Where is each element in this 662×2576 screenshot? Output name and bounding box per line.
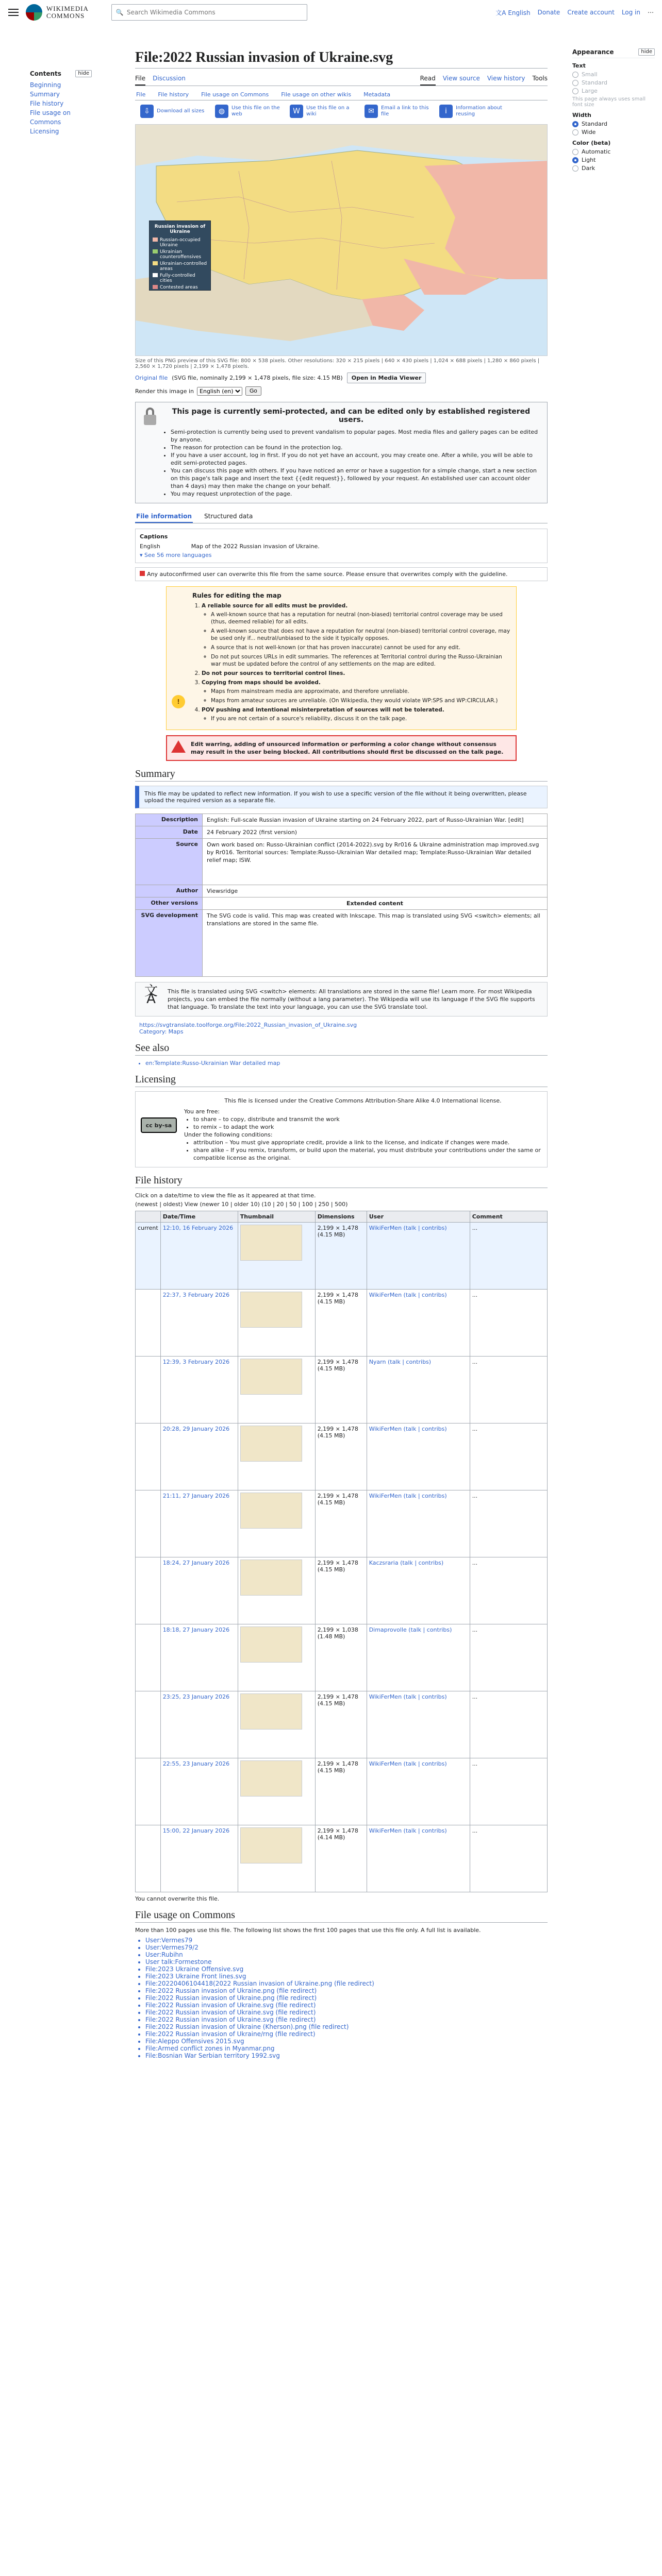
history-date-link: 18:24, 27 January 2026	[162, 1560, 230, 1566]
caption-language: English	[140, 543, 160, 550]
preview-size-info: Size of this PNG preview of this SVG file: 800 × 538 pixels. Other resolutions: 320 × 215 pixels | 640 × 430 pixels | 1,024 × 688 pixels | 1,280 × 860 pixels | 2,560 × 1,720 pixels | 2,199 × 1,478 pixels.	[135, 358, 540, 369]
subtab-file-usage-other[interactable]: File usage on other wikis	[281, 91, 352, 98]
table-row: 22:37, 3 February 2026 2,199 × 1,478 (4.15 MB) WikiFerMen (talk | contribs) ...	[136, 1290, 548, 1357]
create-account-link[interactable]: Create account	[567, 9, 615, 16]
tab-discussion[interactable]: Discussion	[153, 75, 186, 82]
usage-item[interactable]: • File:2022 Russian invasion of Ukraine.svg (file redirect)	[145, 2002, 548, 2009]
info-icon: i	[439, 105, 453, 118]
protection-item: • The reason for protection can be found in the protection log.	[171, 444, 540, 451]
notice-icon	[140, 571, 145, 576]
subtab-file[interactable]: File	[136, 91, 146, 98]
appearance-title: Appearance	[572, 48, 614, 56]
history-intro: Click on a date/time to view the file as it appeared at that time.	[135, 1192, 316, 1199]
radio-icon	[572, 88, 578, 94]
cannot-overwrite: You cannot overwrite this file.	[135, 1895, 220, 1902]
history-date-link: 22:37, 3 February 2026	[162, 1292, 230, 1298]
table-row: 15:00, 22 January 2026 2,199 × 1,478 (4.14 MB) WikiFerMen (talk | contribs) ...	[136, 1825, 548, 1892]
appearance-panel	[572, 48, 655, 173]
toc-title: Contents	[30, 70, 61, 77]
history-thumbnail[interactable]	[240, 1827, 302, 1863]
rules-title: Rules for editing the map	[192, 592, 282, 599]
summary-table	[135, 814, 548, 977]
table-row: 18:18, 27 January 2026 2,199 × 1,038 (1.48 MB) Dimaprovolle (talk | contribs) ...	[136, 1624, 548, 1691]
table-row: 12:39, 3 February 2026 2,199 × 1,478 (4.15 MB) Nyarn (talk | contribs) ...	[136, 1357, 548, 1423]
subtab-metadata[interactable]: Metadata	[363, 91, 391, 98]
usage-item[interactable]: • File:Armed conflict zones in Myanmar.png	[145, 2045, 548, 2052]
protection-item: • Semi-protection is currently being used to prevent vandalism to popular pages. Most media files and gallery pages can be edited by anyone.	[171, 428, 540, 444]
update-notice: This file may be updated to reflect new information. If you wish to use a specific version of the file without it being overwritten, please upload the required version as a separate file.	[135, 786, 548, 808]
history-thumbnail[interactable]	[240, 1426, 302, 1462]
usage-item[interactable]: • File:2022 Russian invasion of Ukraine.png (file redirect)	[145, 1987, 548, 1994]
color-opt-light: Light	[582, 157, 596, 163]
section-summary: Summary	[135, 768, 548, 782]
more-languages-link[interactable]: ▾ See 56 more languages	[140, 552, 212, 558]
width-opt-wide: Wide	[582, 129, 596, 135]
color-label: Color (beta)	[572, 140, 611, 146]
table-row: 22:55, 23 January 2026 2,199 × 1,478 (4.15 MB) WikiFerMen (talk | contribs) ...	[136, 1758, 548, 1825]
legend-swatch	[153, 273, 158, 277]
history-user-link: Nyarn (talk | contribs)	[369, 1359, 432, 1365]
caption-text: Map of the 2022 Russian invasion of Ukraine.	[191, 543, 320, 550]
render-go-button[interactable]: Go	[245, 386, 261, 396]
history-user-link: WikiFerMen (talk | contribs)	[369, 1693, 447, 1700]
open-media-viewer-button[interactable]: Open in Media Viewer	[347, 372, 426, 383]
file-section-links	[135, 89, 548, 100]
history-thumbnail[interactable]	[240, 1359, 302, 1395]
color-opt-automatic: Automatic	[582, 148, 611, 155]
site-header	[0, 0, 662, 25]
usage-item[interactable]: • User:Vermes79/2	[145, 1944, 548, 1951]
width-opt-standard: Standard	[582, 121, 608, 127]
history-user-link: WikiFerMen (talk | contribs)	[369, 1493, 447, 1499]
usage-item[interactable]: • File:Bosnian War Serbian territory 1992.svg	[145, 2052, 548, 2059]
history-user-link: WikiFerMen (talk | contribs)	[369, 1426, 447, 1432]
usage-item[interactable]: • File:2023 Ukraine Offensive.svg	[145, 1965, 548, 1973]
text-size-label: Text	[572, 62, 586, 69]
original-file-desc: (SVG file, nominally 2,199 × 1,478 pixels, file size: 4.15 MB)	[172, 375, 343, 381]
file-toolbar	[140, 105, 548, 118]
download-tool[interactable]: ⇩ Download all sizes	[140, 105, 210, 118]
section-see-also: See also	[135, 1042, 548, 1056]
captions-box	[135, 529, 548, 563]
usage-item[interactable]: • File:2022 Russian invasion of Ukraine/rng (file redirect)	[145, 2030, 548, 2038]
radio-selected-icon	[572, 157, 578, 163]
legend-swatch	[153, 261, 158, 265]
radio-icon	[572, 129, 578, 135]
reuse-info-tool[interactable]: i Information about reusing	[439, 105, 509, 118]
table-row: 23:25, 23 January 2026 2,199 × 1,478 (4.15 MB) WikiFerMen (talk | contribs) ...	[136, 1691, 548, 1758]
subtab-file-history[interactable]: File history	[158, 91, 189, 98]
table-row: 18:24, 27 January 2026 2,199 × 1,478 (4.15 MB) Kaczsraria (talk | contribs) ...	[136, 1557, 548, 1624]
radio-selected-icon	[572, 121, 578, 127]
table-row: 21:11, 27 January 2026 2,199 × 1,478 (4.15 MB) WikiFerMen (talk | contribs) ...	[136, 1490, 548, 1557]
language-selector[interactable]: 文A English	[495, 9, 531, 16]
usage-list	[135, 1937, 548, 2059]
color-opt-dark: Dark	[582, 165, 595, 172]
globe-icon: ◍	[215, 105, 228, 118]
editing-rules-box: ! Rules for editing the map 1. A reliable source for all edits must be provided. ◦ A well-known source that has a reputation for neutral (non-biased) territorial control coverage may be used (thus, deemed reliable) for all edits. ◦ A well-known source that does not have a reputation for neutral (non-biased) territorial control coverage, may be used only if... neutral/unbiased to the side it typically opposes. ◦ A source that is not well-known (or that has proven inaccurate) cannot be used for any edit. ◦ Do not put sources URLs in edit summaries. The references at Territorial control during the Russo-Ukrainian war must be updated before the control of any settlements on the map are edited. 2. Do not pour sources to territorial control lines. 3. Copying from maps should be avoided. ◦ Maps from mainstream media are approximate, and therefore unreliable. ◦ Maps from amateur sources are unreliable. (On Wikipedia, they would violate WP:SPS and WP:CIRCULAR.) 4. POV pushing and intentional misinterpretation of sources will not be tolerated. ◦ If you are not certain of a source's reliability, discuss it on the talk page.	[166, 586, 517, 730]
usage-item[interactable]: • File:2022 Russian invasion of Ukraine.png (file redirect)	[145, 1994, 548, 2002]
legend-swatch	[153, 238, 158, 242]
tab-view-source[interactable]: View source	[442, 75, 480, 82]
history-date-link: 22:55, 23 January 2026	[162, 1760, 230, 1767]
history-date-link: 15:00, 22 January 2026	[162, 1827, 230, 1834]
section-file-usage: File usage on Commons	[135, 1909, 548, 1923]
edit-warring-warning: Edit warring, adding of unsourced information or performing a color change without consensus may result in the user being blocked. All contributions should first be discussed on the talk page.	[166, 735, 517, 761]
search-icon: 🔍	[115, 9, 124, 16]
tab-file-information[interactable]: File information	[135, 511, 193, 523]
license-box: cc by-sa This file is licensed under the Creative Commons Attribution-Share Alike 4.0 International license. You are free: • to share – to copy, distribute and transmit the work • to remix – to adapt the work Under the following conditions: • attribution – You must give appropriate credit, provide a link to the license, and indicate if changes were made. • share alike – If you remix, transform, or build upon the material, you must distribute your contributions under the same or compatible license as the original.	[135, 1091, 548, 1167]
commons-logo-icon	[26, 4, 42, 21]
logo-line-2: COMMONS	[46, 12, 85, 20]
subtab-file-usage-commons[interactable]: File usage on Commons	[201, 91, 269, 98]
usage-item[interactable]: • File:2022 Russian invasion of Ukraine.svg (file redirect)	[145, 2016, 548, 2023]
history-user-link: WikiFerMen (talk | contribs)	[369, 1827, 447, 1834]
warning-icon: !	[172, 695, 185, 708]
history-date-link: 20:28, 29 January 2026	[162, 1426, 230, 1432]
text-opt-large: Large	[582, 88, 598, 94]
use-web-tool[interactable]: ◍ Use this file on the web	[215, 105, 285, 118]
history-thumbnail[interactable]	[240, 1760, 302, 1797]
site-logo[interactable]	[26, 4, 89, 21]
toc-item-file-usage[interactable]: File usage on Commons	[30, 109, 71, 126]
usage-item[interactable]: • User:Rubihn	[145, 1951, 548, 1958]
radio-icon	[572, 72, 578, 78]
history-date-link: 21:11, 27 January 2026	[162, 1493, 230, 1499]
history-thumbnail[interactable]	[240, 1225, 302, 1261]
donate-link[interactable]: Donate	[537, 9, 560, 16]
email-tool[interactable]: ✉ Email a link to this file	[365, 105, 434, 118]
history-user-link: Kaczsraria (talk | contribs)	[369, 1560, 444, 1566]
page-title: File:2022 Russian invasion of Ukraine.svg	[135, 49, 393, 65]
info-tabs	[135, 511, 548, 523]
see-also-item[interactable]: • en:Template:Russo-Ukrainian War detailed map	[145, 1060, 548, 1066]
usage-item[interactable]: • File:2023 Ukraine Front lines.svg	[145, 1973, 548, 1980]
search-input[interactable]	[127, 9, 303, 16]
toc-item-beginning[interactable]: Beginning	[30, 81, 61, 89]
history-thumbnail[interactable]	[240, 1560, 302, 1596]
history-thumbnail[interactable]	[240, 1693, 302, 1730]
category-link[interactable]: Category: Maps	[139, 1028, 184, 1035]
history-thumbnail[interactable]	[240, 1292, 302, 1328]
usage-item[interactable]: • File:2022 Russian invasion of Ukraine.svg (file redirect)	[145, 2009, 548, 2016]
toc-hide-button[interactable]: hide	[75, 70, 92, 77]
translation-box: 文A This file is translated using SVG <switch> elements: All translations are stored in the same file! Learn more. For most Wikipedia projects, you can embed the file normally (without a lang parameter). The Wikipedia will use its language if the SVG file supports that language. To translate the text into your language, you can use the SVG translate tool.	[135, 982, 548, 1016]
table-row: 20:28, 29 January 2026 2,199 × 1,478 (4.15 MB) WikiFerMen (talk | contribs) ...	[136, 1423, 548, 1490]
map-legend-title: Russian invasion of Ukraine	[154, 224, 206, 234]
logo-line-1: WIKIMEDIA	[46, 5, 89, 12]
table-of-contents	[30, 70, 92, 136]
table-row: Description English: Full-scale Russian invasion of Ukraine starting on 24 February 2022, part of Russo-Ukrainian War. [edit]	[136, 814, 548, 826]
usage-intro: More than 100 pages use this file. The following list shows the first 100 pages that use this file only. A full list is available.	[135, 1927, 481, 1934]
render-label: Render this image in	[135, 387, 194, 395]
tab-read[interactable]: Read	[420, 75, 436, 86]
download-icon: ⇩	[140, 105, 154, 118]
toc-item-file-history[interactable]: File history	[30, 100, 64, 107]
more-menu-icon[interactable]: ⋯	[648, 9, 654, 16]
legend-swatch	[153, 249, 158, 253]
warning-triangle-icon	[171, 740, 186, 753]
tab-file[interactable]: File	[135, 75, 145, 86]
table-row: Date 24 February 2022 (first version)	[136, 826, 548, 839]
radio-icon	[572, 165, 578, 172]
protection-item: • You may request unprotection of the page.	[171, 490, 540, 498]
history-date-link: 18:18, 27 January 2026	[162, 1626, 230, 1633]
text-opt-standard: Standard	[582, 79, 608, 86]
map-image[interactable]	[135, 124, 548, 356]
history-user-link: Dimaprovolle (talk | contribs)	[369, 1626, 452, 1633]
appearance-hide-button[interactable]: hide	[638, 48, 655, 56]
translate-icon: 文A	[144, 984, 158, 1007]
usage-item[interactable]: • File:Aleppo Offensives 2015.svg	[145, 2038, 548, 2045]
protection-notice	[135, 402, 548, 503]
toc-item-summary[interactable]: Summary	[30, 91, 60, 98]
table-row: current 12:10, 16 February 2026 2,199 × 1,478 (4.15 MB) WikiFerMen (talk | contribs) ...	[136, 1223, 548, 1290]
usage-item[interactable]: • User talk:Formestone	[145, 1958, 548, 1965]
history-user-link: WikiFerMen (talk | contribs)	[369, 1760, 447, 1767]
text-opt-small: Small	[582, 71, 598, 78]
history-date-link: 23:25, 23 January 2026	[162, 1693, 230, 1700]
use-wiki-tool[interactable]: W Use this file on a wiki	[290, 105, 359, 118]
table-row: Other versions Extended content	[136, 897, 548, 910]
history-thumbnail[interactable]	[240, 1626, 302, 1663]
page-tabs	[135, 72, 548, 86]
main-menu-icon[interactable]	[8, 9, 19, 16]
table-row: Source Own work based on: Russo-Ukrainian conflict (2014-2022).svg by Rr016 & Ukraine administration map improved.svg by Rr016. Territorial sources: Template:Russo-Ukrainian War detailed map; Template:Russo-Ukrainian War detailed relief map; ISW.	[136, 839, 548, 885]
map-legend: Russian invasion of Ukraine Russian-occupied Ukraine Ukrainian counteroffensives Ukrainian-controlled areas Fully-controlled cities Contested areas	[149, 221, 211, 291]
history-user-link: WikiFerMen (talk | contribs)	[369, 1225, 447, 1231]
search-box	[111, 4, 307, 21]
history-date-link: 12:39, 3 February 2026	[162, 1359, 230, 1365]
protection-item: • You can discuss this page with others. If you have noticed an error or have a suggestion for a simple change, start a new section on this page's talk page and insert the text {{edit request}}, followed by your request. An established user can account older than 4 days) may then make the change on your behalf.	[171, 467, 540, 490]
tab-view-history[interactable]: View history	[487, 75, 525, 82]
table-row: Author Viewsridge	[136, 885, 548, 897]
original-file-link[interactable]: Original file	[135, 375, 168, 381]
svg-translate-link[interactable]: https://svgtranslate.toolforge.org/File:2022_Russian_invasion_of_Ukraine.svg	[139, 1022, 357, 1028]
main-content	[135, 49, 548, 2059]
cc-by-sa-badge: cc by-sa	[141, 1117, 177, 1133]
tab-tools[interactable]: Tools	[532, 75, 548, 82]
render-language-select[interactable]	[197, 387, 242, 396]
table-row: SVG development The SVG code is valid. This map was created with Inkscape. This map is translated using SVG <switch> elements; all translations are stored in the same file.	[136, 910, 548, 977]
usage-item[interactable]: • File:2022 Russian invasion of Ukraine (Kherson).png (file redirect)	[145, 2023, 548, 2030]
radio-icon	[572, 149, 578, 155]
toc-item-licensing[interactable]: Licensing	[30, 128, 59, 135]
history-date-link: 12:10, 16 February 2026	[162, 1225, 234, 1231]
email-icon: ✉	[365, 105, 378, 118]
protection-title: This page is currently semi-protected, and can be edited only by established registered users.	[172, 408, 531, 424]
overwrite-notice: Any autoconfirmed user can overwrite this file from the same source. Please ensure that overwrites comply with the guideline.	[135, 567, 548, 581]
tab-structured-data[interactable]: Structured data	[204, 513, 253, 520]
text-size-note: This page always uses small font size	[572, 96, 646, 108]
wiki-icon: W	[290, 105, 303, 118]
usage-item[interactable]: • User:Vermes79	[145, 1937, 548, 1944]
login-link[interactable]: Log in	[621, 9, 640, 16]
history-nav[interactable]: (newest | oldest) View (newer 10 | older 10) (10 | 20 | 50 | 100 | 250 | 500)	[135, 1201, 348, 1208]
protection-item: • If you have a user account, log in first. If you do not yet have an account, you may create one. After a while, you will be able to edit semi-protected pages.	[171, 451, 540, 467]
file-history-table: Date/Time Thumbnail Dimensions User Comment current 12:10, 16 February 2026 2,199 × 1,478 (4.15 MB) WikiFerMen (talk | contribs) ... 22:37, 3 February 2026 2,199 × 1,478 (4.15 MB) WikiFerMen (talk | contribs) ... 12:39, 3 February 2026 2,199 × 1,478 (4.15 MB) Nyarn (talk | contribs) ... 20:28, 29 January 2026 2,199 × 1,478 (4.15 MB) WikiFerMen (talk | contribs) ... 21:11, 27 January 2026 2,199 × 1,478 (4.15 MB) WikiFerMen (talk | contribs) ... 18:24, 27 January 2026 2,199 × 1,478 (4.15 MB) Kaczsraria (talk | contribs) ... 18:18, 27 January 2026 2,199 × 1,038 (1.48 MB) Dimaprovolle (talk | contribs) ... 23:25, 23 January 2026 2,199 × 1,478 (4.15 MB) WikiFerMen (talk | contribs) ... 22:55, 23 January 2026 2,199 × 1,478 (4.15 MB) WikiFerMen (talk | contribs) ... 15:00, 22 January 2026 2,199 × 1,478 (4.14 MB) WikiFerMen (talk | contribs) ...	[135, 1211, 548, 1892]
width-label: Width	[572, 112, 591, 118]
section-file-history: File history	[135, 1175, 548, 1188]
legend-swatch	[153, 285, 158, 289]
captions-title: Captions	[140, 533, 168, 540]
radio-icon	[572, 80, 578, 86]
lock-icon	[143, 408, 157, 425]
history-user-link: WikiFerMen (talk | contribs)	[369, 1292, 447, 1298]
history-thumbnail[interactable]	[240, 1493, 302, 1529]
usage-item[interactable]: • File:20220406104418(2022 Russian invasion of Ukraine.png (file redirect)	[145, 1980, 548, 1987]
section-licensing: Licensing	[135, 1074, 548, 1087]
